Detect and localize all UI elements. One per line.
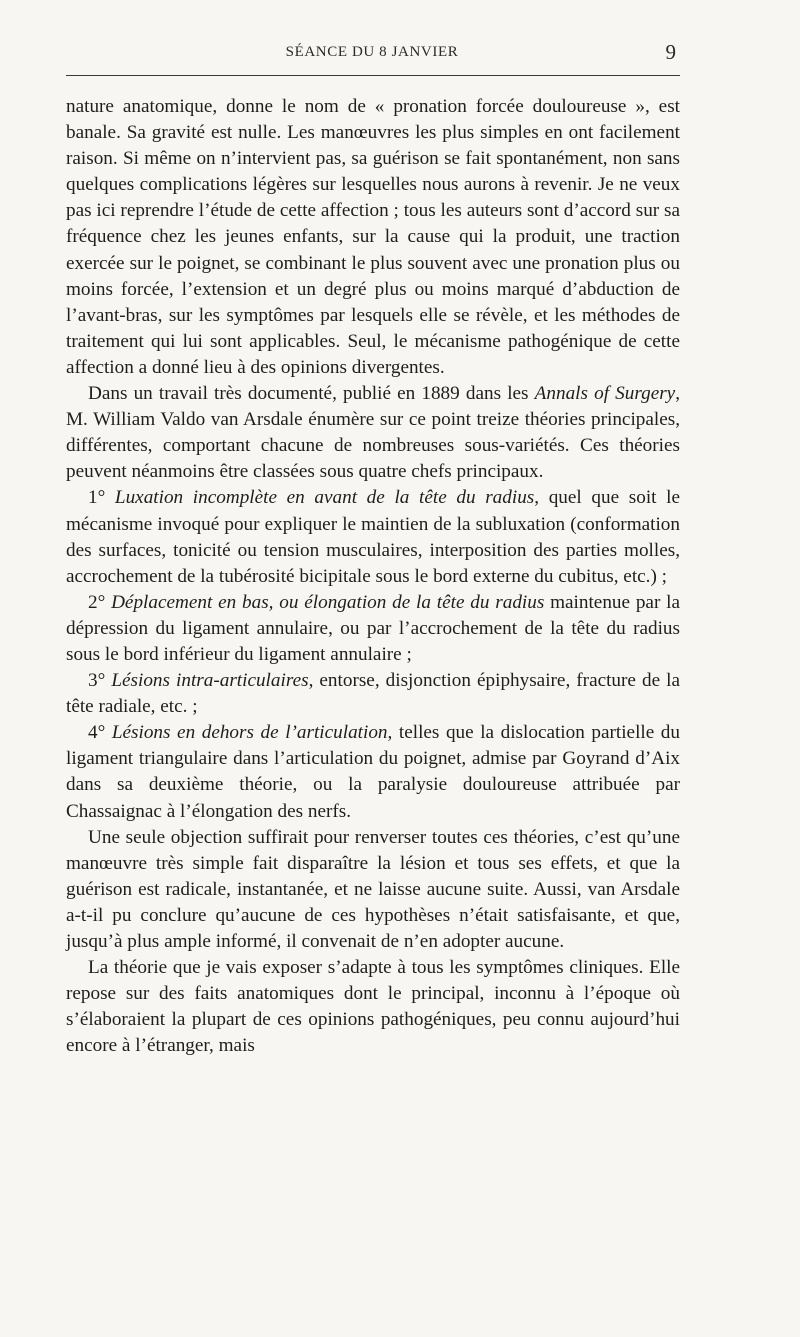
item-heading: Luxation incomplète en avant de la tête du radius [114, 487, 535, 509]
paragraph [66, 381, 680, 485]
list-item [66, 590, 680, 668]
item-heading: Lésions intra-articulaires [111, 670, 309, 692]
item-heading: Lésions en dehors de l’articulation [111, 722, 388, 744]
paragraph [66, 825, 680, 955]
text-run: Dans un travail très documenté, publié en 1889 dans les [88, 383, 535, 405]
list-item [66, 668, 680, 720]
header-rule [66, 75, 680, 76]
list-item [66, 720, 680, 824]
text-run: , telles que la dislocation partielle du ligament triangulaire dans l’articulation du poignet, admise par Goyrand d’Aix dans sa deuxième théorie, ou la paralysie douloureuse attribuée par Chassaignac à l’élongation des nerfs. [66, 722, 680, 822]
text-run: maintenue par la dépression du ligament annulaire, ou par l’accrochement de la tête du radius sous le bord inférieur du ligament annulaire ; [66, 591, 680, 665]
journal-title: Annals of Surgery [534, 383, 676, 405]
text-run: , quel que soit le mécanisme invoqué pour expliquer le maintien de la subluxation (conformation des surfaces, tonicité ou tension musculaires, interposition des parties molles, accrochement de la tubérosité bicipitale sous le bord externe du cubitus, etc.) ; [66, 487, 680, 587]
item-number: 4° [88, 722, 112, 744]
item-number: 2° [88, 591, 112, 613]
body-text [66, 94, 680, 1059]
text-run: La théorie que je vais exposer s’adapte à tous les symptômes cliniques. Elle repose sur des faits anatomiques dont le principal, inconnu à l’époque où s’élaboraient la plupart de ces opinions pathogéniques, peu connu aujourd’hui encore à l’étranger, mais [66, 957, 680, 1057]
item-heading: Déplacement en bas, ou élongation de la tête du radius [111, 591, 545, 613]
page-header [66, 38, 678, 72]
item-number: 3° [88, 670, 112, 692]
text-run: , M. William Valdo van Arsdale énumère sur ce point treize théories principales, différentes, comportant chacune de nombreuses sous-variétés. Ces théories peuvent néanmoins être classées sous quatre chefs principaux. [66, 383, 680, 483]
list-item [66, 485, 680, 589]
text-run: , entorse, disjonction épiphysaire, fracture de la tête radiale, etc. ; [66, 670, 680, 718]
page-number: 9 [665, 40, 676, 64]
paragraph [66, 955, 680, 1059]
text-run: nature anatomique, donne le nom de « pronation forcée douloureuse », est banale. Sa gravité est nulle. Les manœuvres les plus simples en ont facilement raison. Si même on n’intervient pas, sa guérison se fait spontanément, non sans quelques complications légères sur lesquelles nous aurons à revenir. Je ne veux pas ici reprendre l’étude de cette affection ; tous les auteurs sont d’accord sur sa fréquence chez les jeunes enfants, sur la cause qui la produit, une traction exercée sur le poignet, se combinant le plus souvent avec une pronation plus ou moins forcée, l’extension et un degré plus ou moins marqué d’abduction de l’avant-bras, sur les symptômes par lesquels elle se révèle, et les méthodes de traitement qui lui sont applicables. Seul, le mécanisme pathogénique de cette affection a donné lieu à des opinions divergentes. [66, 96, 680, 378]
text-run: Une seule objection suffirait pour renverser toutes ces théories, c’est qu’une manœuvre très simple fait disparaître la lésion et tous ses effets, et que la guérison est radicale, instantanée, et ne laisse aucune suite. Aussi, van Arsdale a-t-il pu conclure qu’aucune de ces hypothèses n’était satisfaisante, et que, jusqu’à plus ample informé, il convenait de n’en adopter aucune. [66, 826, 680, 952]
item-number: 1° [88, 487, 115, 509]
paragraph [66, 94, 680, 381]
running-head: SÉANCE DU 8 JANVIER [285, 44, 459, 60]
